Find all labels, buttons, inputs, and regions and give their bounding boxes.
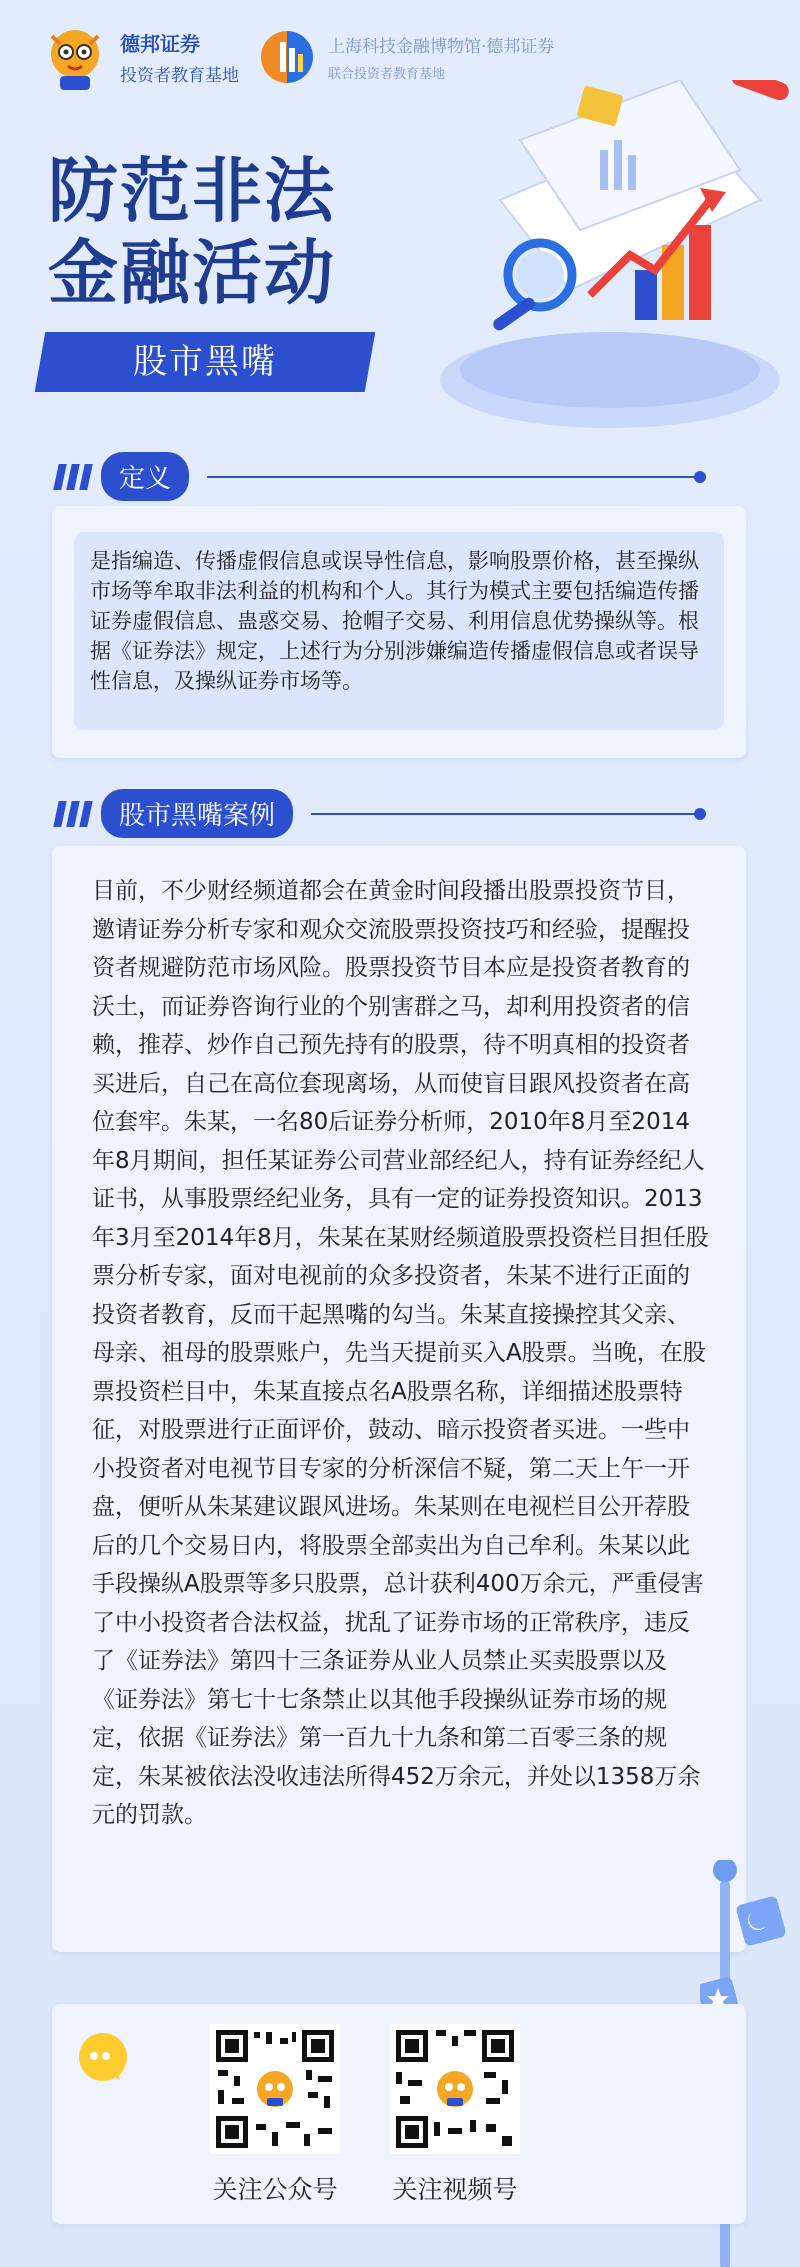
definition-card (52, 506, 746, 758)
qr-code-official-account[interactable] (210, 2024, 340, 2154)
definition-heading (56, 452, 700, 501)
definition-text: 是指编造、传播虚假信息或误导性信息，影响股票价格，甚至操纵市场等牟取非法利益的机构和个人。其行为模式主要包括编造传播证券虚假信息、蛊惑交易、抢帽子交易、利用信息优势操纵等。根据《证券法》规定，上述行为分别涉嫌编造传播虚假信息或者误导性信息，及操纵证券市场等。 (90, 549, 699, 693)
heading-bars-icon (56, 464, 95, 490)
topic-banner (35, 332, 376, 392)
museum-subtitle: 联合投资者教育基地 (328, 67, 446, 82)
brand-title: 德邦证券 (120, 32, 200, 56)
case-text: 目前，不少财经频道都会在黄金时间段播出股票投资节目，邀请证券分析专家和观众交流股票投资技巧和经验，提醒投资者规避防范市场风险。股票投资节目本应是投资者教育的沃土，而证券咨询行业的个别害群之马，却利用投资者的信赖，推荐、炒作自己预先持有的股票，待不明真相的投资者买进后，自己在高位套现离场，从而使盲目跟风投资者在高位套牢。朱某，一名80后证券分析师，2010年8月至2014年8月期间，担任某证券公司营业部经纪人，持有证券经纪人证书，从事股票经纪业务，具有一定的证券投资知识。2013年3月至2014年8月，朱某在某财经频道股票投资栏目担任股票分析专家，面对电视前的众多投资者，朱某不进行正面的投资者教育，反而干起黑嘴的勾当。朱某直接操控其父亲、母亲、祖母的股票账户，先当天提前买入A股票。当晚，在股票投资栏目中，朱某直接点名A股票名称，详细描述股票特征，对股票进行正面评价，鼓动、暗示投资者买进。一些中小投资者对电视节目专家的分析深信不疑，第二天上午一开盘，便听从朱某建议跟风进场。朱某则在电视栏目公开荐股后的几个交易日内，将股票全部卖出为自己牟利。朱某以此手段操纵A股票等多只股票，总计获利400万余元，严重侵害了中小投资者合法权益，扰乱了证券市场的正常秩序，违反了《证券法》第四十三条证券从业人员禁止买卖股票以及《证券法》第七十七条禁止以其他手段操纵证券市场的规定，依据《证券法》第一百九十九条和第二百零三条的规定，朱某被依法没收违法所得452万余元，并处以1358万余元的罚款。 (92, 878, 709, 1828)
case-heading (56, 789, 700, 838)
case-card (52, 846, 746, 1952)
heading-bars-icon (56, 801, 95, 827)
definition-heading-label: 定义 (101, 452, 189, 501)
topic-banner-label: 股市黑嘴 (133, 342, 277, 382)
mascot-icon (40, 22, 110, 92)
heading-divider (207, 476, 700, 478)
heading-divider (311, 813, 700, 815)
title-line-1: 防范非法 (48, 150, 336, 232)
museum-icon (258, 28, 316, 86)
brand-logo (40, 22, 239, 92)
museum-logo (258, 28, 554, 86)
brand-subtitle: 投资者教育基地 (120, 66, 239, 86)
case-heading-label: 股市黑嘴案例 (101, 789, 293, 838)
qr-label-video-account: 关注视频号 (392, 2175, 518, 2204)
qr-label-official-account: 关注公众号 (212, 2175, 338, 2204)
footer-card (52, 2004, 746, 2224)
qr-code-video-account[interactable] (390, 2024, 520, 2154)
title-line-2: 金融活动 (48, 232, 336, 314)
page-title (48, 150, 336, 314)
museum-title: 上海科技金融博物馆·德邦证券 (328, 37, 555, 57)
chat-icon (76, 2030, 130, 2084)
finance-illustration (430, 80, 790, 450)
definition-box (74, 532, 724, 730)
